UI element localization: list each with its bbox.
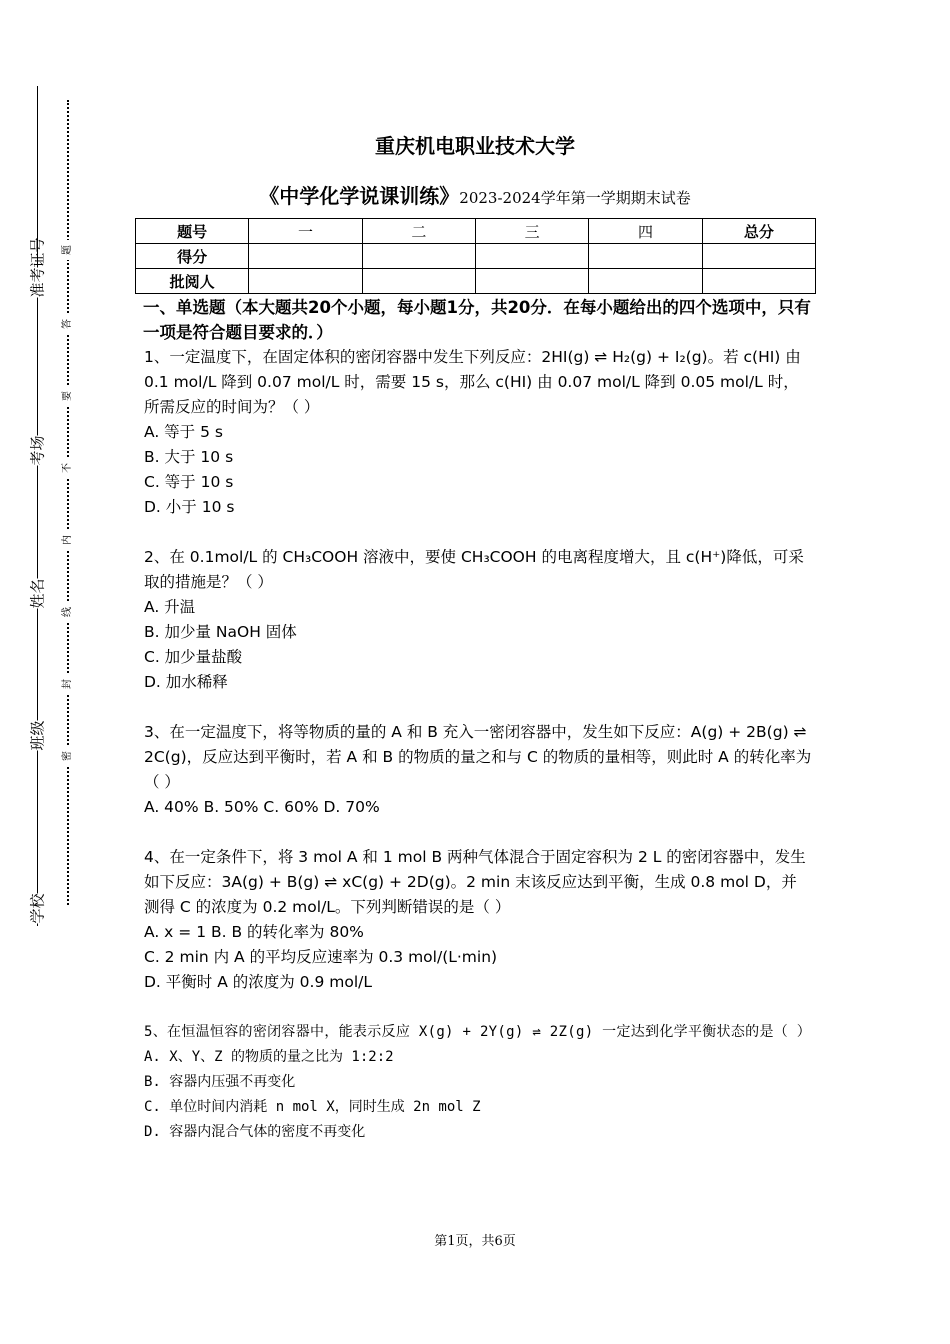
- score-table: [135, 218, 816, 294]
- exam-title: [0, 180, 950, 209]
- exam-term: 2023-2024学年第一学期期末试卷: [459, 189, 691, 207]
- option: B. 容器内压强不再变化: [144, 1074, 296, 1090]
- question-4: [144, 845, 812, 995]
- seal-char: 不: [62, 458, 74, 478]
- grader-cell: [249, 269, 362, 294]
- row-label-grader: 批阅人: [136, 269, 249, 294]
- option: D. 小于 10 s: [144, 498, 235, 516]
- question-stem: 1、一定温度下，在固定体积的密闭容器中发生下列反应：2HI(g) ⇌ H₂(g) + I₂(g)。若 c(HI) 由 0.1 mol/L 降到 0.07 mol/L 时，需要 15 s，那么 c(HI) 由 0.07 mol/L 降到 0.05 mol/L 时，所需反应的时间为？（ ）: [144, 348, 801, 416]
- seal-char: 答: [62, 314, 74, 334]
- option: C. 单位时间内消耗 n mol X，同时生成 2n mol Z: [144, 1099, 481, 1115]
- option: A. 升温: [144, 598, 196, 616]
- option: A. X、Y、Z 的物质的量之比为 1:2:2: [144, 1049, 394, 1065]
- question-5: [144, 1020, 812, 1145]
- seal-dotted-line: [67, 100, 69, 905]
- score-cell: [249, 244, 362, 269]
- score-cell: [362, 244, 475, 269]
- question-1: [144, 345, 812, 520]
- option: A. x = 1 B. B 的转化率为 80%: [144, 923, 364, 941]
- option: B. 大于 10 s: [144, 448, 234, 466]
- margin-label-school: 学校: [28, 893, 47, 924]
- column-header: 一: [249, 219, 362, 244]
- course-name: 《中学化学说课训练》: [259, 184, 460, 208]
- margin-label-name: 姓名: [28, 578, 47, 609]
- question-3: [144, 720, 812, 820]
- grader-cell: [475, 269, 588, 294]
- table-row: [136, 219, 816, 244]
- question-stem: 4、在一定条件下，将 3 mol A 和 1 mol B 两种气体混合于固定容积为 2 L 的密闭容器中，发生如下反应：3A(g) + B(g) ⇌ xC(g) + 2D(g)。2 min 末该反应达到平衡，生成 0.8 mol D，并测得 C 的浓度为 0.2 mol/L。下列判断错误的是（ ）: [144, 848, 806, 916]
- question-2: [144, 545, 812, 695]
- seal-char: 要: [62, 386, 74, 406]
- table-row: [136, 269, 816, 294]
- margin-label-exam-room: 考场: [28, 435, 47, 466]
- score-cell: [475, 244, 588, 269]
- page-footer: 第1页，共6页: [434, 1234, 516, 1249]
- option: C. 2 min 内 A 的平均反应速率为 0.3 mol/(L·min): [144, 948, 498, 966]
- row-label-score: 得分: [136, 244, 249, 269]
- column-header: 二: [362, 219, 475, 244]
- school-name: 重庆机电职业技术大学: [375, 134, 575, 158]
- margin-label-exam-number: 准考证号: [28, 237, 47, 298]
- option: C. 等于 10 s: [144, 473, 234, 491]
- option: A. 40% B. 50% C. 60% D. 70%: [144, 798, 380, 816]
- option: A. 等于 5 s: [144, 423, 223, 441]
- seal-char: 密: [62, 746, 74, 766]
- binding-solid-line: [37, 86, 38, 926]
- question-stem: 2、在 0.1mol/L 的 CH₃COOH 溶液中，要使 CH₃COOH 的电离程度增大，且 c(H⁺)降低，可采取的措施是？（ ）: [144, 548, 804, 591]
- seal-char: 线: [62, 602, 74, 622]
- seal-char: 内: [62, 530, 74, 550]
- option: C. 加少量盐酸: [144, 648, 243, 666]
- table-row: [136, 244, 816, 269]
- column-header: 三: [475, 219, 588, 244]
- row-label-question-number: 题号: [136, 219, 249, 244]
- section-title: 一、单选题（本大题共20个小题，每小题1分，共20分．在每小题给出的四个选项中，只有一项是符合题目要求的．）: [143, 298, 811, 342]
- question-stem: 5、在恒温恒容的密闭容器中，能表示反应 X(g) + 2Y(g) ⇌ 2Z(g) 一定达到化学平衡状态的是（ ）: [144, 1024, 812, 1040]
- grader-cell: [362, 269, 475, 294]
- option: D. 加水稀释: [144, 673, 228, 691]
- score-cell: [589, 244, 702, 269]
- option: D. 容器内混合气体的密度不再变化: [144, 1124, 366, 1140]
- seal-char: 封: [62, 674, 74, 694]
- exam-content: [144, 295, 812, 1145]
- column-header: 四: [589, 219, 702, 244]
- seal-char: 题: [62, 240, 74, 260]
- score-cell: [702, 244, 815, 269]
- option: B. 加少量 NaOH 固体: [144, 623, 297, 641]
- grader-cell: [589, 269, 702, 294]
- column-header-total: 总分: [702, 219, 815, 244]
- margin-label-class: 班级: [28, 720, 47, 751]
- grader-cell: [702, 269, 815, 294]
- option: D. 平衡时 A 的浓度为 0.9 mol/L: [144, 973, 372, 991]
- question-stem: 3、在一定温度下，将等物质的量的 A 和 B 充入一密闭容器中，发生如下反应：A(g) + 2B(g) ⇌ 2C(g)，反应达到平衡时，若 A 和 B 的物质的量之和与 C 的物质的量相等，则此时 A 的转化率为（ ）: [144, 723, 812, 791]
